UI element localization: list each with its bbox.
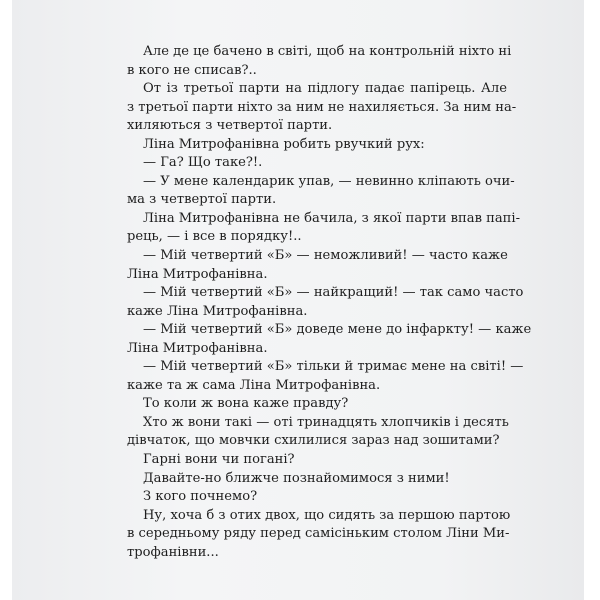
text-line: дівчаток, що мовчки схилилися зараз над зошитами? [127, 433, 500, 449]
text-line: — Мій четвертий «Б» тільки й тримає мене на світі! — [143, 359, 524, 375]
text-line: — Мій четвертий «Б» — неможливий! — часто каже [143, 248, 508, 264]
text-line: Ну, хоча б з отих двох, що сидять за першою партою [143, 507, 511, 523]
text-line: — Мій четвертий «Б» доведе мене до інфаркту! — каже [143, 322, 532, 338]
text-line: Ліна Митрофанівна робить рвучкий рух: [143, 136, 425, 152]
text-line: Хто ж вони такі — оті тринадцять хлопчиків і десять [143, 414, 509, 430]
text-line: каже та ж сама Ліна Митрофанівна. [127, 377, 381, 393]
text-line: З кого почнемо? [143, 489, 258, 505]
text-line: То коли ж вона каже правду? [143, 396, 349, 412]
text-line: в середньому ряду перед самісіньким столом Ліни Ми- [127, 526, 510, 542]
text-line: з третьої парти ніхто за ним не нахиляється. За ним на- [127, 99, 517, 115]
text-line: рець, — і все в порядку!.. [127, 229, 302, 245]
text-line: Ліна Митрофанівна. [127, 266, 268, 282]
text-line: трофанівни... [127, 544, 219, 560]
text-line: Гарні вони чи погані? [143, 452, 295, 468]
text-line: каже Ліна Митрофанівна. [127, 303, 308, 319]
text-line: Ліна Митрофанівна не бачила, з якої парти впав папі- [143, 210, 520, 226]
text-line: Але де це бачено в світі, щоб на контрольній ніхто ні [143, 44, 512, 59]
text-line: хиляються з четвертої парти. [127, 118, 333, 134]
page-text [127, 43, 532, 562]
text-line: От із третьої парти на підлогу падає папірець. Але [143, 81, 507, 97]
text-line: Давайте-но ближче познайомимося з ними! [143, 470, 450, 486]
book-page [12, 0, 584, 600]
text-line: Ліна Митрофанівна. [127, 340, 268, 356]
text-line: ма з четвертої парти. [127, 192, 277, 208]
text-line: в кого не списав?.. [127, 62, 257, 78]
text-line: — Га? Що таке?!. [143, 155, 263, 171]
text-line: — У мене календарик упав, — невинно кліпають очи- [143, 173, 515, 189]
text-line: — Мій четвертий «Б» — найкращий! — так само часто [143, 285, 524, 301]
